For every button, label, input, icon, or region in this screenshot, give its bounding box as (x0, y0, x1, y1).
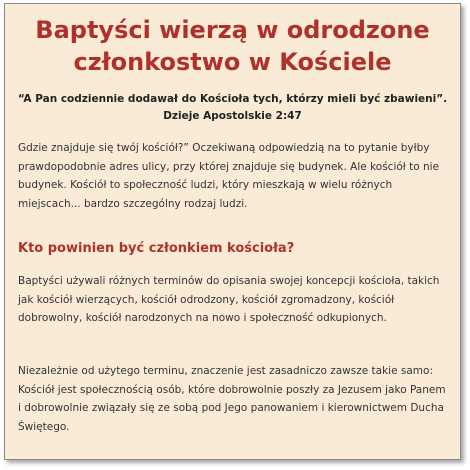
terms-paragraph: Baptyści używali różnych terminów do opisania swojej koncepcji kościoła, takich jak kościół wierzących, kościół odrodzony, kościół zgromadzony, kościół dobrowolny, kościół narodzonych na nowo i społeczność odkupionych. (18, 275, 440, 324)
section-heading: Kto powinien być członkiem kościoła? (18, 241, 295, 256)
scripture-reference: Dzieje Apostolskie 2:47 (163, 110, 302, 122)
page-title: Baptyści wierzą w odrodzone członkostwo w Kościele (35, 16, 430, 76)
intro-paragraph: Gdzie znajduje się twój kościół?” Oczekiwaną odpowiedzią na to pytanie byłby prawdopodobnie adres ulicy, przy której znajduje się budynek. Ale kościół to nie budynek. Kościół to społeczność ludzi, który mieszkają w wielu różnych miejscach... bardzo szczególny rodzaj ludzi. (18, 142, 440, 210)
meaning-paragraph: Niezależnie od użytego terminu, znaczenie jest zasadniczo zawsze takie samo: Kościół jest społecznością osób, które dobrowolnie poszły za Jezusem jako Panem i dobrowolnie związały się ze sobą pod Jego panowaniem i kierownictwem Ducha Świętego. (18, 365, 446, 433)
article-card (4, 3, 461, 460)
scripture-quote: “A Pan codziennie dodawał do Kościoła tych, którzy mieli być zbawieni”. (17, 93, 448, 105)
